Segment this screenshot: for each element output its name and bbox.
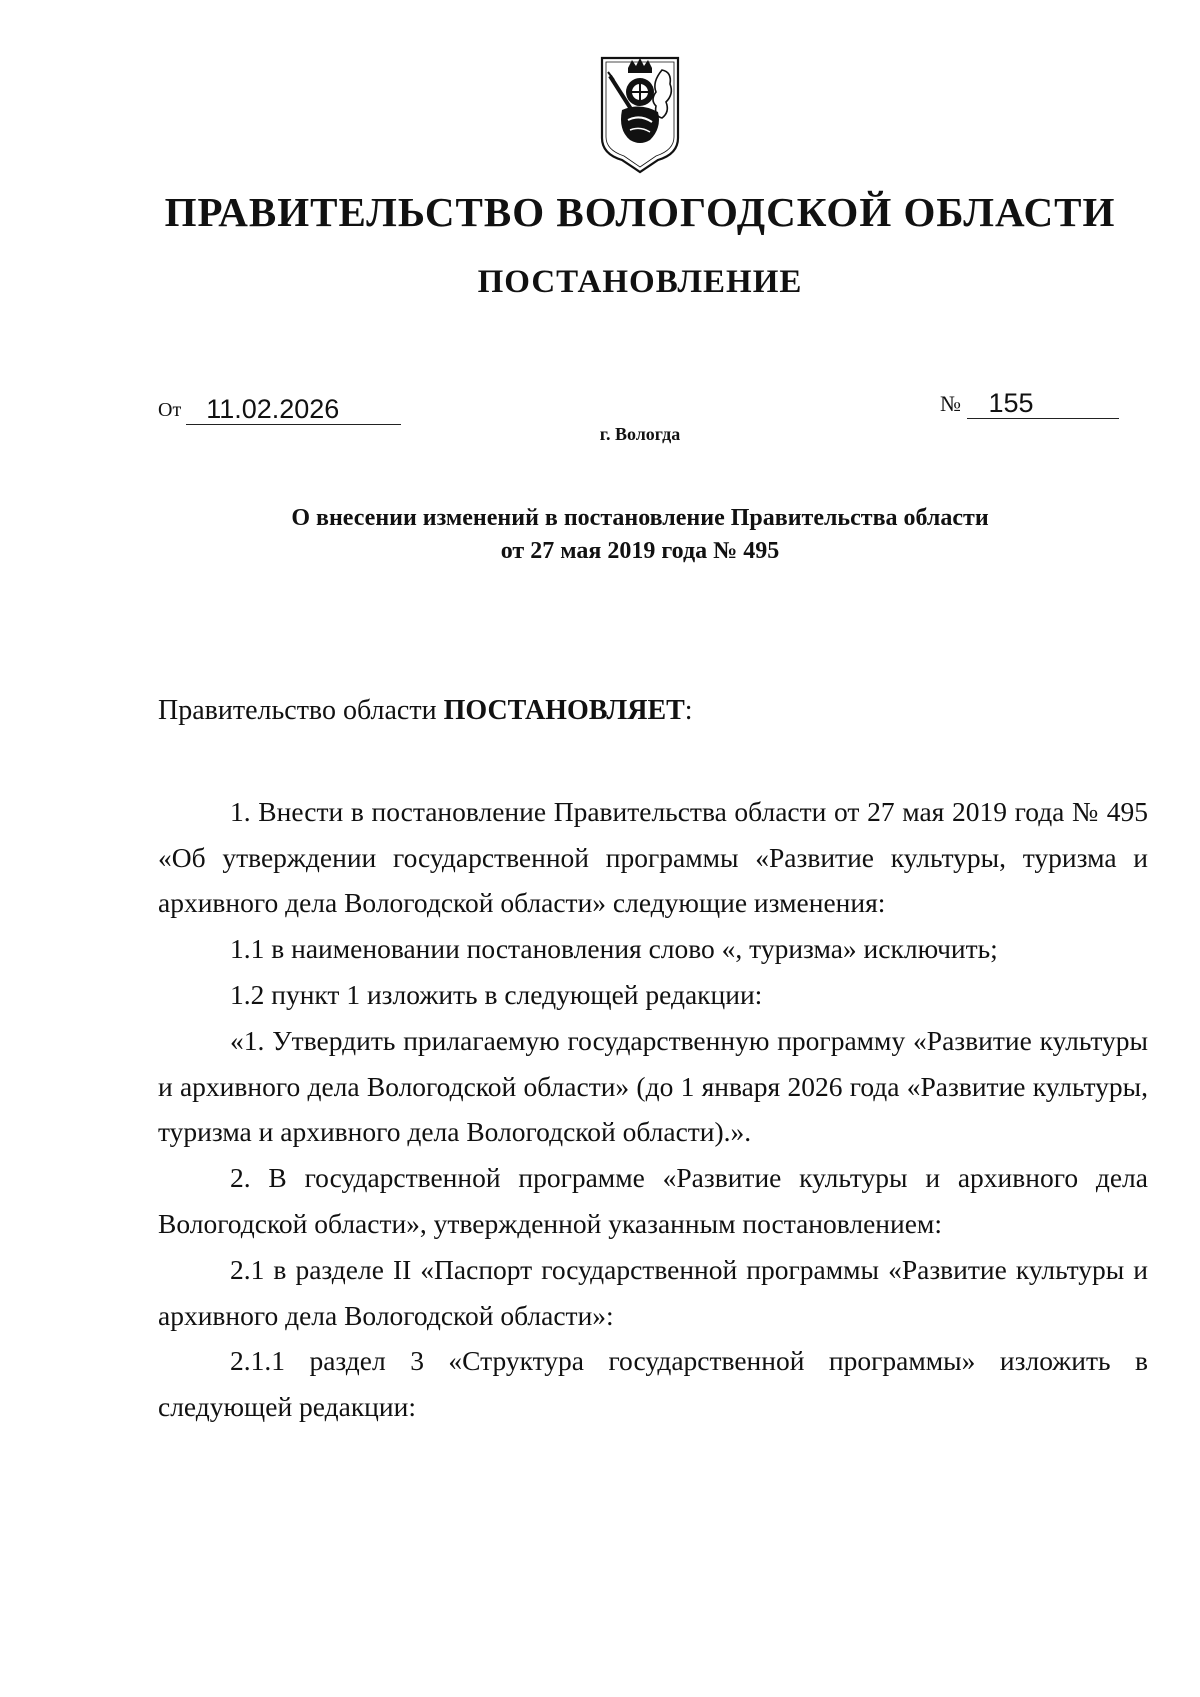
number-row — [940, 388, 1119, 419]
number-prefix: № — [940, 391, 961, 416]
preamble-text: Правительство области — [158, 695, 444, 726]
paragraph-1-1: 1.1 в наименовании постановления слово «, туризма» исключить; — [230, 933, 998, 965]
subject-line-2: от 27 мая 2019 года № 495 — [500, 538, 780, 564]
document-body — [158, 688, 1148, 1430]
paragraph-2-1: 2.1 в разделе II «Паспорт государственной программы «Развитие культуры и архивного дела Вологодской области»: — [158, 1253, 1148, 1331]
paragraph-2: 2. В государственной программе «Развитие культуры и архивного дела Вологодской области», утвержденной указанным постановлением: — [158, 1162, 1148, 1239]
subject-line-1: О внесении изменений в постановление Правительства области — [291, 505, 989, 531]
paragraph-1: 1. Внести в постановление Правительства области от 27 мая 2019 года № 495 «Об утверждении государственной программы «Развитие культуры, туризма и архивного дела Вологодской области» следующие изменения: — [158, 795, 1148, 919]
date-row — [158, 394, 401, 425]
city-label: г. Вологда — [599, 424, 681, 444]
paragraph-1-2: 1.2 пункт 1 изложить в следующей редакции: — [230, 978, 763, 1010]
document-number: 155 — [967, 388, 1119, 419]
preamble-resolves: ПОСТАНОВЛЯЕТ — [443, 695, 685, 726]
document-subject — [160, 502, 1120, 568]
document-date: 11.02.2026 — [186, 394, 401, 425]
paragraph-quote: «1. Утвердить прилагаемую государственную программу «Развитие культуры и архивного дела Вологодской области» (до 1 января 2026 года «Развитие культуры, туризма и архивного дела Вологодской области).». — [158, 1024, 1148, 1148]
paragraph-2-1-1: 2.1.1 раздел 3 «Структура государственной программы» изложить в следующей редакции: — [158, 1345, 1148, 1423]
date-prefix: От — [158, 399, 182, 421]
document-type: ПОСТАНОВЛЕНИЕ — [477, 264, 803, 300]
government-title: ПРАВИТЕЛЬСТВО ВОЛОГОДСКОЙ ОБЛАСТИ — [164, 189, 1116, 235]
vologda-coat-of-arms-icon — [598, 50, 682, 174]
preamble-suffix: : — [684, 695, 693, 726]
preamble — [158, 688, 1148, 734]
